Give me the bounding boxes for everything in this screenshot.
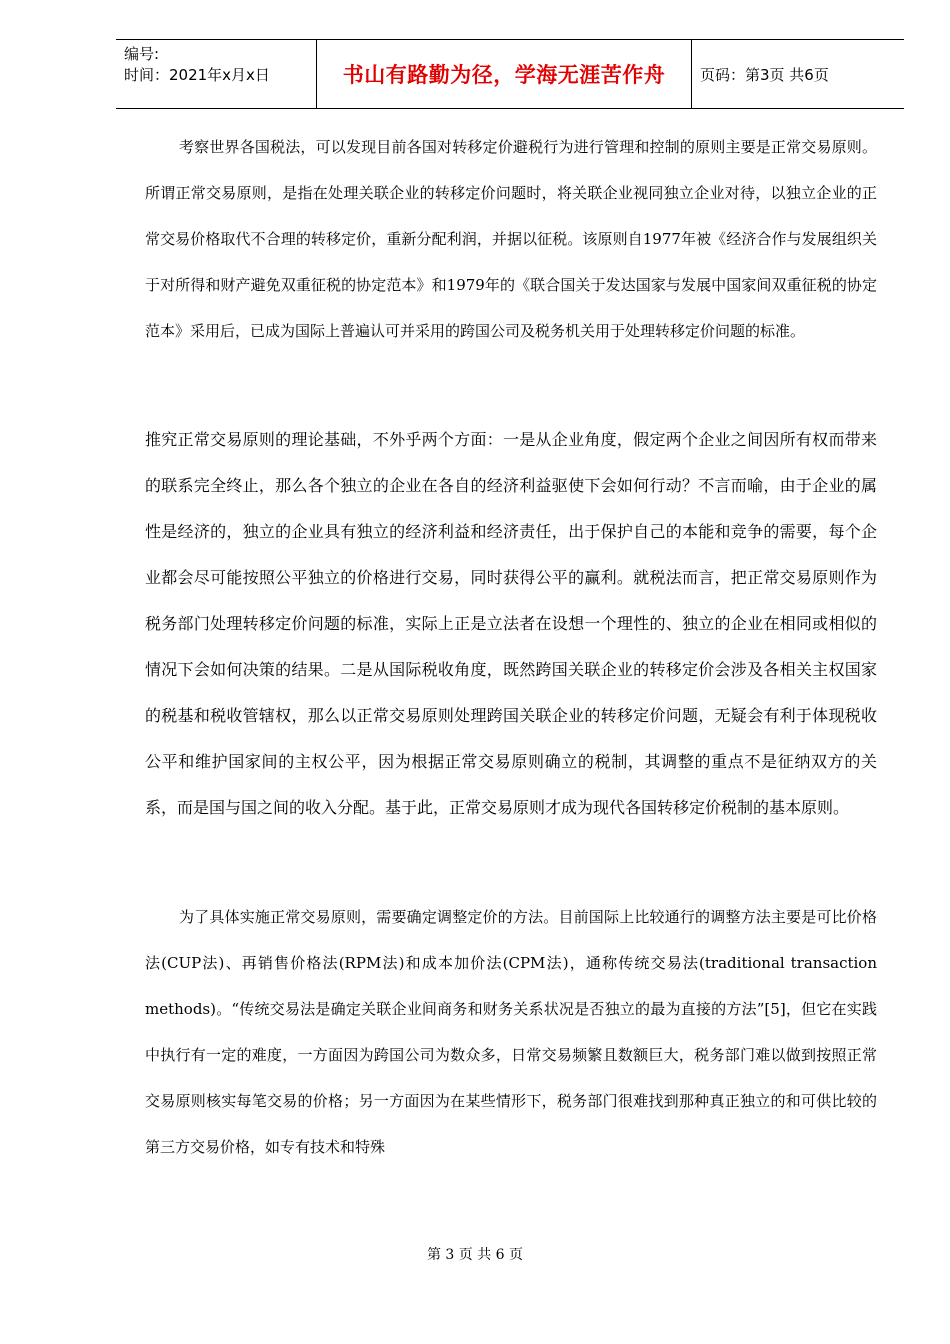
header-meta-cell xyxy=(116,40,316,108)
body-paragraph-1: 考察世界各国税法，可以发现目前各国对转移定价避税行为进行管理和控制的原则主要是正常交易原则。所谓正常交易原则，是指在处理关联企业的转移定价问题时，将关联企业视同独立企业对待，以独立企业的正常交易价格取代不合理的转移定价，重新分配利润，并据以征税。该原则自1977年被《经济合作与发展组织关于对所得和财产避免双重征税的协定范本》和1979年的《联合国关于发达国家与发展中国家间双重征税的协定范本》采用后，已成为国际上普遍认可并采用的跨国公司及税务机关用于处理转移定价问题的标准。 xyxy=(145,138,877,340)
document-date-label: 时间：2021年x月x日 xyxy=(124,66,270,84)
document-number-label: 编号: xyxy=(124,45,160,63)
page-header xyxy=(116,39,904,109)
header-page-cell xyxy=(692,40,904,108)
page-footer: 第 3 页 共 6 页 xyxy=(426,1247,524,1263)
header-motto-cell xyxy=(316,40,692,108)
body-paragraph-2: 推究正常交易原则的理论基础，不外乎两个方面：一是从企业角度，假定两个企业之间因所有权而带来的联系完全终止，那么各个独立的企业在各自的经济利益驱使下会如何行动？不言而喻，由于企业的属性是经济的，独立的企业具有独立的经济利益和经济责任，出于保护自己的本能和竞争的需要，每个企业都会尽可能按照公平独立的价格进行交易，同时获得公平的赢利。就税法而言，把正常交易原则作为税务部门处理转移定价问题的标准，实际上正是立法者在设想一个理性的、独立的企业在相同或相似的情况下会如何决策的结果。二是从国际税收角度，既然跨国关联企业的转移定价会涉及各相关主权国家的税基和税收管辖权，那么以正常交易原则处理跨国关联企业的转移定价问题，无疑会有利于体现税收公平和维护国家间的主权公平，因为根据正常交易原则确立的税制，其调整的重点不是征纳双方的关系，而是国与国之间的收入分配。基于此，正常交易原则才成为现代各国转移定价税制的基本原则。 xyxy=(145,430,877,817)
header-motto: 书山有路勤为径，学海无涯苦作舟 xyxy=(342,63,666,87)
body-paragraph-3: 为了具体实施正常交易原则，需要确定调整定价的方法。目前国际上比较通行的调整方法主要是可比价格法(CUP法)、再销售价格法(RPM法)和成本加价法(CPM法)，通称传统交易法(traditional transaction methods)。“传统交易法是确定关联企业间商务和财务关系状况是否独立的最为直接的方法”[5]，但它在实践中执行有一定的难度，一方面因为跨国公司为数众多，日常交易频繁且数额巨大，税务部门难以做到按照正常交易原则核实每笔交易的价格；另一方面因为在某些情形下，税务部门很难找到那种真正独立的和可供比较的第三方交易价格，如专有技术和特殊 xyxy=(145,908,877,1156)
header-page-number: 页码：第3页 共6页 xyxy=(700,65,829,84)
